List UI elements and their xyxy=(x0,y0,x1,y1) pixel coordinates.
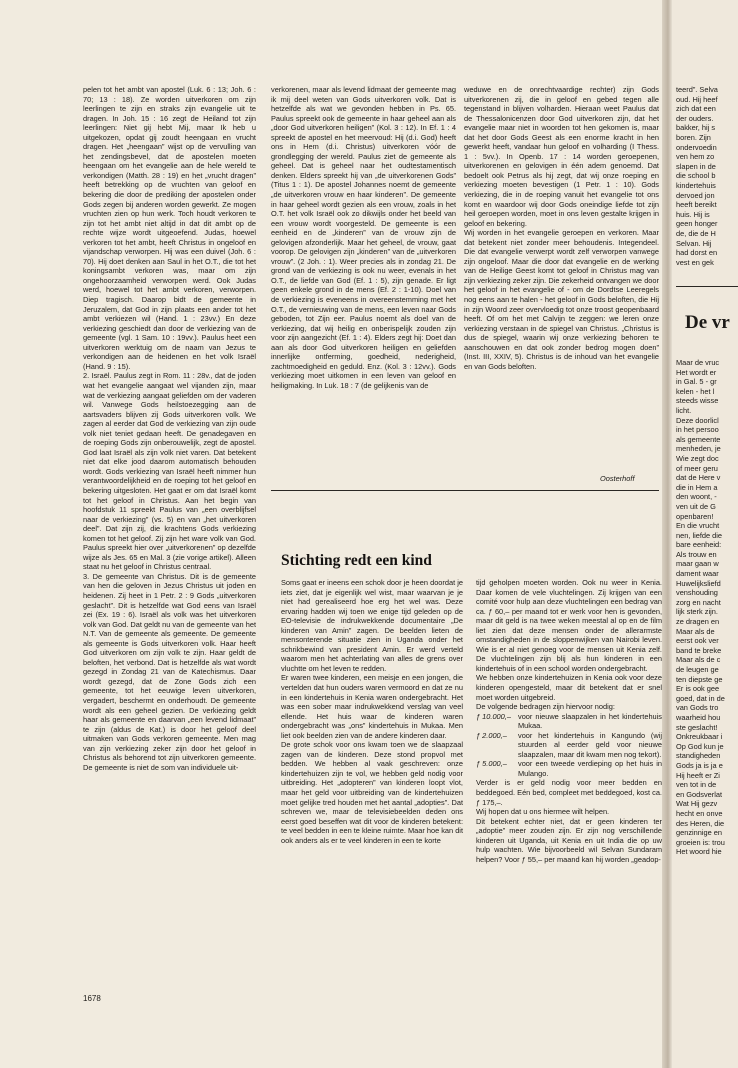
facing-page-edge xyxy=(672,0,738,1068)
book-gutter xyxy=(662,0,672,1068)
amount-text: voor het kindertehuis in Kangundo (wij stuurden al eerder geld voor nieuwe slaapzalen, maar dit kwam men nog tekort). xyxy=(518,730,662,759)
facing-page-headline: De vr xyxy=(685,312,730,333)
page-number: 1678 xyxy=(83,994,101,1003)
amount-text: voor nieuwe slaapzalen in het kindertehuis Mukaa. xyxy=(518,711,662,731)
amount-value: ƒ 5.000,– xyxy=(476,759,507,769)
article-column-1 xyxy=(83,85,256,993)
author-signature: Oosterhoff xyxy=(600,474,635,483)
amount-value: ƒ 2.000,– xyxy=(476,730,507,740)
article-column-2 xyxy=(271,85,456,481)
story-column-2 xyxy=(476,578,662,998)
facing-page-top-text: teerd”. Selva oud. Hij heef zich dat een der ouders. bakker, hij s boren. Zijn ondervoedin ven hem zo slapen in de die school b kindertehuis dervoed jon heeft bereikt huis. Hij is geen honger de, die de H Selvan. Hij had dorst en vest en gek xyxy=(676,85,718,267)
amounts-list xyxy=(476,712,662,779)
facing-page-divider xyxy=(676,286,738,287)
story-column-1 xyxy=(281,578,463,998)
story-column-2-outro: Verder is er geld nodig voor meer bedden en beddegoed. Eén bed, compleet met beddegoed, kost ca. ƒ 175,–. Wij hopen dat u ons hiermee wilt helpen. Dit betekent echter niet, dat er geen kinderen ter „adoptie” meer zouden zijn. Er zijn nog verschillende kinderen uit Uganda, uit Kenia en uit India die op uw hulp wachten. Wie bijvoorbeeld wil Selvan Sundaram helpen? Voor ƒ 55,– per maand kan hij worden „geadop- xyxy=(476,778,662,864)
section-divider xyxy=(271,490,659,491)
column-1-text: pelen tot het ambt van apostel (Luk. 6 : 13; Joh. 6 : 70; 13 : 18). Ze worden uitverkoren om zijn leerlingen te zijn en straks zijn evangelie uit te dragen. In Joh. 15 : 16 zegt de Heiland tot zijn leerlingen: Niet gij hebt Mij, maar Ik heb u uitgekozen, opdat gij zoudt heengaan en vrucht dragen. Het „heengaan” wijst op de vervulling van het zendingsbevel, dat de apostelen moeten heengaan om het evangelie aan de hele wereld te verkondigen (Matth. 28 : 19) en het „vrucht dragen” heeft betrekking op de vruchten van geloof en bekering die door de prediking der apostelen onder Gods zegen bij anderen worden gewerkt. Ze mogen vruchten zien op hun werk. Toch houdt verkoren te zijn tot het ambt niet altijd in dat dit ambt op de rechte wijze wordt uitgeoefend. Judas, hoewel verkoren tot het ambt, heeft Christus in ongeloof en vijandschap verworpen. Hij was een duivel (Joh. 6 : 70). Hij doet denken aan Saul in het O.T., die tot het koningsambt verkoren was, maar om zijn ongehoorzaamheid verworpen werd. Ook Judas werd, hoewel tot het ambt verkoren, verworpen. Diep tragisch. Daarop bidt de gemeente in Jeruzalem, dat God in zijn plaats een ander tot het ambt verkiezen wil (Hand. 1 : 23vv.) En deze verkiezing geschiedt dan door de verkiezing van de gemeente (vgl. 1 Sam. 10 : 19vv.). Paulus heet een uitverkoren werktuig om de naam van Jezus te verkondigen aan de heidenen en het volk Israël (Hand. 9 : 15). 2. Israël. Paulus zegt in Rom. 11 : 28v., dat de joden wat het evangelie aangaat wel vijanden zijn, maar wat de verkiezing aangaat geliefden om der vaderen wil. Vanwege Gods heilstoezegging aan de aartsvaders blijven zij Gods uitverkoren volk. We zagen al eerder dat God de verkiezing van zijn oude volk niet teniet gedaan heeft. De genadegaven en de roeping Gods zijn onberouwelijk, zegt de apostel. God laat Israël als zijn volk niet varen. Dat betekent niet dat elke jood daarom automatisch behouden wordt. Gods verkiezing van Israël heeft nimmer hun verantwoordelijkheid en de roeping tot het geloof en bekering uitgesloten. Het gaat er om dat Israël komt tot het geloof in Christus. Aan het begin van hoofdstuk 11 spreekt Paulus van „een overblijfsel naar de verkiezing” (vs. 5) en van „het uitverkoren deel”. Dat zijn zij, die krachtens Gods verkiezing komen tot het geloof. Zij zijn het ware volk van God. Paulus spreekt hier over „uitverkorenen” op dezelfde wijze als Jes. 65 en Mal. 3 (zie vorige artikel). Alleen staat nu het geloof in Christus centraal. 3. De gemeente van Christus. Dit is de gemeente van hen die geloven in Jezus Christus uit joden en heidenen. Zij heet in 1 Petr. 2 : 9 Gods „uitverkoren geslacht”. Dit is hetzelfde wat God eens van Israël zei (Ex. 19 : 6). Israël als volk was het uitverkoren volk van God. Dat geldt nu van de gemeente van het N.T. Van de gemeente als gemeente. De gemeente als gemeente is Gods uitverkoren volk. Haar heeft God uitverkoren om zijn volk te zijn. Haar geldt de beloften, het verbond. Dat is hetzelfde als wat wordt gezegd in Zondag 21 van de Katechismus. Daar wordt gezegd, dat de Zone Gods zich een gemeente, tot het eeuwige leven uitverkoren, vergadert, beschermt en onderhoudt. De gemeente wordt als een geheel gezien. De verkiezing geldt haar als gemeente en daarvan „een levend lidmaat” te zijn (aldus de Kat.) is door het geloof deel uitmaken van Gods verkoren gemeente. Men mag van zijn verkiezing zeker zijn door het geloof in Christus als behorend tot zijn uitverkoren gemeente. De gemeente is niet de som van individuele uit- xyxy=(83,85,256,772)
story-column-1-text: Soms gaat er ineens een schok door je heen doordat je iets ziet, dat je eigenlijk wel wist, maar waarvan je je niet had gerealiseerd hoe erg het wel was. Deze ervaring hadden wij toen we enige tijd geleden op de EO-televisie de indrukwekkende documentaire „De kinderen van Amin” zagen. De beelden lieten de mensonterende situatie zien in Uganda onder het schrikbewind van president Amin. Er werd verteld waarom men het achterlating van alles de grens over vluchtte om het leven te redden. Er waren twee kinderen, een meisje en een jongen, die vertelden dat hun ouders waren vermoord en dat ze nu in een kindertehuis in Kenia waren ondergebracht. Het was een sober maar indrukwekkend verslag van veel ellende. Het huis waar de kinderen waren ondergebracht was „ons” kindertehuis in Mukaa. Men liet ook beelden zien van de andere kinderen daar. De grote schok voor ons kwam toen we de slaapzaal zagen van de kinderen. Deze stond propvol met bedden. We hebben al vaak geschreven: onze kindertehuizen zijn te vol, we hebben geld nodig voor uitbreiding. Het „adopteren” van kinderen loopt vlot, maar het geld voor uitbreiding van de kindertehuizen moet gelijke tred houden met het aantal „adopties”. Dat schreven we, maar de televisiebeelden deden ons eerst goed beseffen wat dit voor de kinderen betekent: te veel bedden in een te kleine ruimte. Maar hoe kan dit ook anders als er te veel kinderen in een te korte xyxy=(281,578,463,845)
headline-stichting: Stichting redt een kind xyxy=(281,552,432,569)
amount-item xyxy=(476,731,662,760)
article-column-3 xyxy=(464,85,659,478)
column-2-text: verkorenen, maar als levend lidmaat der gemeente mag ik mij deel weten van Gods uitverkoren volk. Dat is hetzelfde als wat we gevonden hebben in Ps. 65. Paulus spreekt ook de gemeente in haar geheel aan als „door God uitverkoren heiligen” (Kol. 3 : 12). In Ef. 1 : 4 spreekt de apostel en het meervoud: Hij (d.i. God) heeft ons in Hem (d.i. Christus) uitverkoren vóór de grondlegging der wereld. Paulus ziet de gemeente als geheel. Dat is geheel naar het oudtestamentisch denken. Elders spreekt hij van „de uitverkorenen Gods” (Titus 1 : 1). De apostel Johannes noemt de gemeente „de uitverkoren vrouw en haar kinderen”. De gemeente in haar geheel wordt gezien als een vrouw, zoals in het O.T. het volk Israël ook zo dikwijls onder het beeld van een vrouw wordt voorgesteld. De gemeente is een eenheid en de „kinderen” van de vrouw zijn de gelovigen afzonderlijk. Maar het geheel, de vrouw, gaat voorop. De gelovigen zijn „kinderen” van de „uitverkoren vrouw”. (2 Joh. : 1). Weer precies als in zondag 21. De grond van de verkiezing is ook nu weer, evenals in het O.T., de liefde van God (Ef. 1 : 5), zijn genade. Er ligt geen enkele grond in de mens (Ef. 2 : 1-10). Doel van de verkiezing is eveneens in overeenstemming met het O.T., de vernieuwing van de mens, een leven naar Gods geboden, tot Zijn eer. Paulus noemt als doel van de verkiezing, dat wij heilig en onberispelijk zouden zijn voor zijn aangezicht (Ef. 1 : 4). Elders zegt hij: Doet dan aan als door God uitverkoren heiligen en geliefden innerlijke ontferming, goedheid, nederigheid, zachtmoedigheid en geduld. Enz. (Kol. 3 : 12vv.). Gods verkiezing moet uitkomen in een leven van geloof en heiligmaking. In Luk. 18 : 7 (de gelijkenis van de xyxy=(271,85,456,390)
amount-value: ƒ 10.000,– xyxy=(476,711,511,721)
story-column-2-intro: tijd geholpen moeten worden. Ook nu weer in Kenia. Daar komen de vele vluchtelingen. Zij krijgen van een comité voor hulp aan deze vluchtelingen een bedrag van ca. ƒ 60,– per maand tot er werk voor hen is gevonden, maar dit geld is na twee weken meestal al op en de film liet zien dat deze mensen onder de allerarmste omstandigheden in de sloppenwijken van Nairobi leven. Wie is er al niet genoeg voor de mensen uit Kenia zelf. De vluchtelingen zijn blij als hun kinderen in een kindertehuis of in een school worden ondergebracht. We hebben onze kindertehuizen in Kenia ook voor deze kinderen opengesteld, maar dit betekent dat er snel moet worden uitgebreid. De volgende bedragen zijn hiervoor nodig: xyxy=(476,578,662,712)
facing-page-bottom-text: Maar de vruc Het wordt er in Gal. 5 - gr kelen - het l steeds wisse licht. Deze doorlicl in het persoo als gemeente menheden, je Wie zegt doc of meer geru dat de Here v die in Hem a den woont, - ven uit de G openbaren! En die vrucht nen, liefde die bare eenheid: Als trouw en maar gaan w dament waar Huwelijksliefd venshouding zorg en nacht lijk sterk zijn. ze dragen en Maar als de eerst ook ver band te breke Maar als de c de leugen ge ten diepste ge Er is ook gee goed, dat in de van Gods tro waarheid hou ste geslacht! Onkreukbaar i Op God kun je standigheden Gods ja is ja e Hij heeft er Zi ven tot in de en Godsverlat Wat Hij gezv hecht en onve des Heren, die genzinnige en groeien is: trou Het woord hie xyxy=(676,358,725,857)
amount-text: voor een tweede verdieping op het huis in Mulango. xyxy=(518,759,662,778)
column-3-text: weduwe en de onrechtvaardige rechter) zijn Gods uitverkorenen zij, die in geloof en gebed tegen alle tegenstand in blijven volharden. Hieraan weet Paulus dat de Thessalonicenzen door God uitverkoren zijn, dat het evangelie maar niet in woorden tot hen gekomen is, maar dat het door Gods Geest als een enorme kracht in hen gewerkt heeft, vandaar hun geloof en volharding (I Thess. 1 : 5vv.). In Openb. 17 : 14 worden geroepenen, uitverkorenen en gelovigen in één adem genoemd. Dat bedoelt ook Petrus als hij zegt, dat wij onze roeping en verkiezing moeten bevestigen (1 Petr. 1 : 10). Gods verkiezing, die in de roeping vanuit het evangelie tot ons komt en waardoor wij door Gods oneindige liefde tot zijn heil geroepen worden, moet in ons leven gestalte krijgen in geloof en bekering. Wij worden in het evangelie geroepen en verkoren. Maar dat betekent niet zonder meer behoudenis. Integendeel. Die dat evangelie verwerpt wordt zelf verworpen vanwege zijn ongeloof. Maar die door dat evangelie en de werking van de Heilige Geest komt tot geloof in Christus mag van zijn verkiezing zeker zijn. Die zekerheid ontvangen we door het geloof in het evangelie of - om de Dordtse Leeregels nog eens aan te halen - het geloof in Gods beloften, die Hij in zijn Woord zeer overvloedig tot onze troost geopenbaard heeft. Of om het met Calvijn te zeggen: we leren onze verkiezing verstaan in de spiegel van Christus. „Christus is dus de spiegel, waarin wij onze verkiezing behoren te aanschouwen en dat ook zonder bedrog mogen doen” (Inst. III, XXIV, 5). Christus is de inhoud van het evangelie en van Gods beloften. xyxy=(464,85,659,371)
amount-item xyxy=(476,759,662,778)
amount-item xyxy=(476,712,662,731)
